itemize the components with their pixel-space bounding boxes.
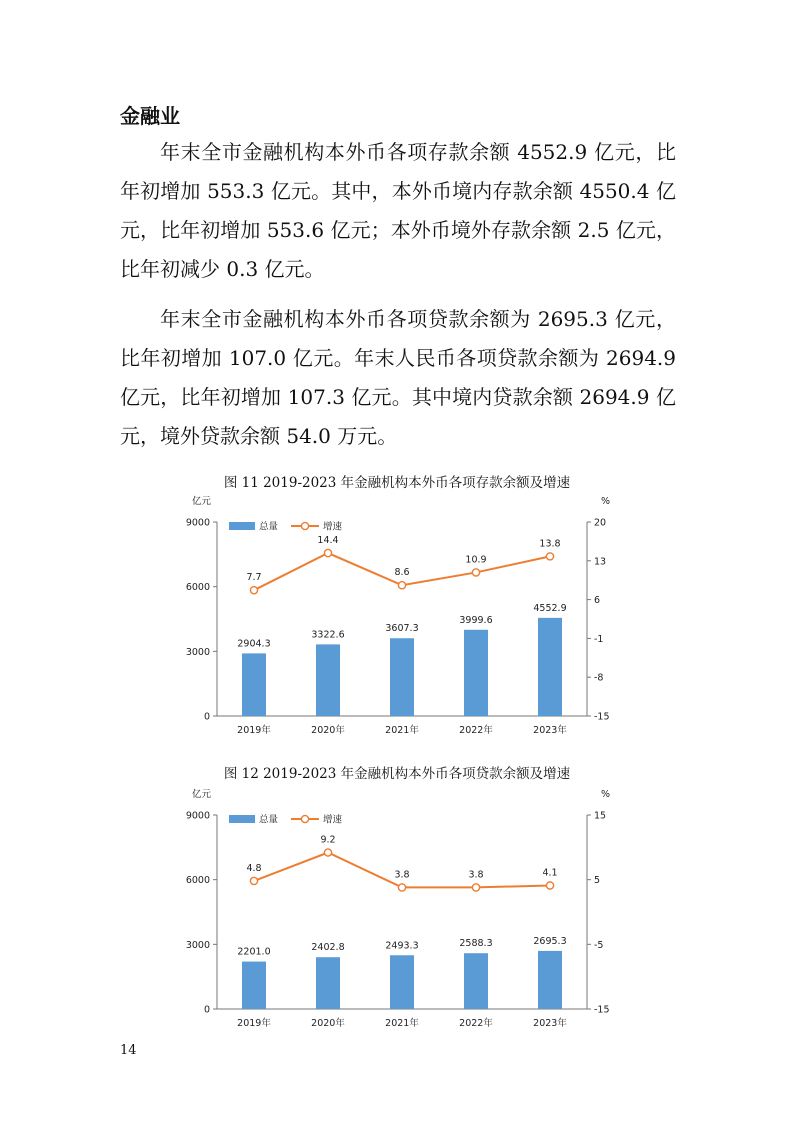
legend-bar-swatch: [229, 815, 255, 823]
growth-point: [250, 587, 257, 594]
growth-point: [472, 884, 479, 891]
growth-data-label: 3.8: [394, 869, 410, 881]
legend-bar-label: 总量: [259, 814, 279, 826]
growth-point: [324, 849, 331, 856]
bar-total: [390, 955, 414, 1009]
figure-title-loans: 图 12 2019-2023 年金融机构本外币各项贷款余额及增速: [223, 766, 571, 782]
section-heading: 金融业: [120, 104, 180, 128]
growth-data-label: 10.9: [465, 554, 487, 566]
figure-title-deposits: 图 11 2019-2023 年金融机构本外币各项存款余额及增速: [223, 475, 571, 491]
legend-bar-swatch: [229, 522, 255, 530]
growth-data-label: 8.6: [394, 567, 410, 579]
bar-data-label: 2588.3: [459, 938, 493, 950]
bar-data-label: 4552.9: [533, 602, 567, 614]
x-tick-label: 2020年: [311, 725, 345, 736]
bar-total: [464, 630, 488, 716]
bar-data-label: 3607.3: [385, 623, 419, 635]
y-tick-label: 0: [203, 1004, 210, 1016]
growth-data-label: 13.8: [539, 538, 561, 550]
x-tick-label: 2021年: [385, 1018, 419, 1029]
page-number: 14: [120, 1043, 137, 1058]
paragraph-deposits: 年末全市金融机构本外币各项存款余额 4552.9 亿元，比年初增加 553.3 亿元。其中，本外币境内存款余额 4550.4 亿元，比年初增加 553.6 亿元；本外币境外存款余额 2.5 亿元，比年初减少 0.3 亿元。: [120, 140, 676, 281]
bar-total: [242, 962, 266, 1009]
y-tick-label: 6000: [185, 875, 210, 887]
bar-total: [242, 653, 266, 716]
growth-point: [398, 884, 405, 891]
bar-total: [316, 957, 340, 1009]
y-axis-title: 亿元: [192, 496, 212, 507]
y2-tick-label: -1: [594, 633, 604, 645]
y-tick-label: 9000: [185, 517, 210, 529]
y2-tick-label: -5: [594, 939, 604, 951]
deposit-chart: [180, 490, 620, 750]
y-axis-title: 亿元: [192, 789, 212, 800]
growth-point: [546, 882, 553, 889]
bar-data-label: 3322.6: [311, 629, 345, 641]
y2-tick-label: 5: [594, 875, 601, 887]
legend-line-label: 增速: [323, 521, 343, 533]
growth-data-label: 7.7: [246, 572, 262, 584]
x-tick-label: 2022年: [459, 725, 493, 736]
growth-point: [546, 553, 553, 560]
x-tick-label: 2023年: [533, 725, 567, 736]
y2-tick-label: -15: [594, 711, 610, 723]
bar-total: [464, 953, 488, 1009]
x-tick-label: 2021年: [385, 725, 419, 736]
x-tick-label: 2020年: [311, 1018, 345, 1029]
growth-point: [324, 549, 331, 556]
y2-tick-label: 20: [594, 517, 607, 529]
y2-tick-label: -8: [594, 672, 604, 684]
y-tick-label: 9000: [185, 810, 210, 822]
y2-axis-title: %: [601, 496, 611, 507]
x-tick-label: 2022年: [459, 1018, 493, 1029]
bar-data-label: 3999.6: [459, 614, 493, 626]
growth-data-label: 14.4: [317, 535, 339, 547]
y-tick-label: 0: [203, 711, 210, 723]
bar-data-label: 2695.3: [533, 935, 567, 947]
y2-tick-label: 6: [594, 595, 601, 607]
bar-total: [538, 951, 562, 1009]
y-tick-label: 3000: [185, 939, 210, 951]
bar-total: [390, 638, 414, 716]
growth-data-label: 9.2: [320, 834, 336, 846]
y2-axis-title: %: [601, 789, 611, 800]
bar-data-label: 2201.0: [237, 946, 271, 958]
y2-tick-label: 13: [594, 556, 607, 568]
x-tick-label: 2019年: [237, 725, 271, 736]
y2-tick-label: 15: [594, 810, 607, 822]
legend-line-label: 增速: [323, 814, 343, 826]
paragraph-loans: 年末全市金融机构本外币各项贷款余额为 2695.3 亿元，比年初增加 107.0 亿元。年末人民币各项贷款余额为 2694.9 亿元，比年初增加 107.3 亿元。其中境内贷款余额 2694.9 亿元，境外贷款余额 54.0 万元。: [120, 307, 676, 448]
growth-data-label: 4.1: [542, 867, 558, 879]
x-tick-label: 2023年: [533, 1018, 567, 1029]
y2-tick-label: -15: [594, 1004, 610, 1016]
loan-chart: [180, 783, 620, 1043]
bar-data-label: 2904.3: [237, 638, 271, 650]
legend-line-marker: [301, 522, 308, 529]
growth-point: [250, 877, 257, 884]
legend-line-marker: [301, 815, 308, 822]
bar-data-label: 2493.3: [385, 940, 419, 952]
y-tick-label: 3000: [185, 646, 210, 658]
growth-data-label: 4.8: [246, 862, 262, 874]
growth-point: [472, 569, 479, 576]
bar-total: [538, 618, 562, 716]
bar-data-label: 2402.8: [311, 942, 345, 954]
x-tick-label: 2019年: [237, 1018, 271, 1029]
growth-data-label: 3.8: [468, 869, 484, 881]
bar-total: [316, 644, 340, 716]
legend-bar-label: 总量: [259, 521, 279, 533]
y-tick-label: 6000: [185, 582, 210, 594]
growth-point: [398, 582, 405, 589]
